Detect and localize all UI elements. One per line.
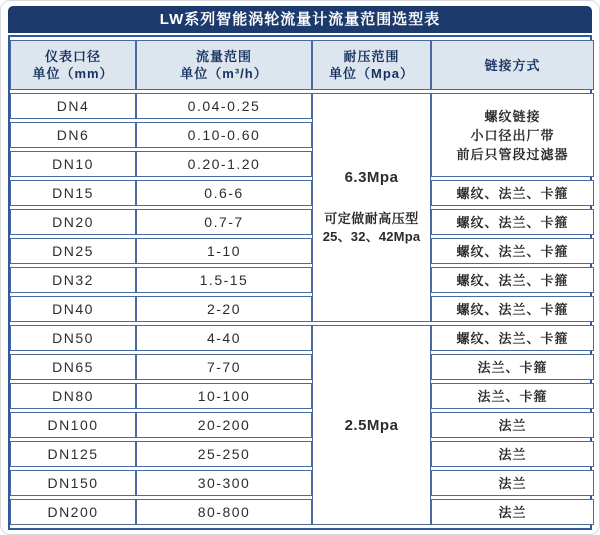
- connection-cell: [431, 412, 594, 438]
- header-row: [10, 40, 594, 90]
- connection-cell: [431, 354, 594, 380]
- diameter-cell: DN15: [10, 180, 136, 206]
- diameter-cell: DN125: [10, 441, 136, 467]
- flow-range-cell: 1-10: [136, 238, 312, 264]
- connection-line: 法兰: [498, 475, 527, 491]
- table-row: [10, 499, 594, 525]
- connection-line: 螺纹、法兰、卡箍: [456, 301, 569, 317]
- diameter-cell: DN6: [10, 122, 136, 148]
- connection-line: 螺纹链接: [484, 108, 541, 124]
- connection-line: 小口径出厂带: [470, 127, 555, 143]
- diameter-cell: DN20: [10, 209, 136, 235]
- connection-cell: [431, 267, 594, 293]
- connection-cell: [431, 238, 594, 264]
- header-pressure: [312, 40, 431, 90]
- table-frame: [8, 35, 592, 530]
- connection-line: 螺纹、法兰、卡箍: [456, 330, 569, 346]
- table-row: [10, 412, 594, 438]
- header-pressure-line1: 耐压范围: [343, 49, 400, 64]
- header-flow-line1: 流量范围: [195, 49, 252, 64]
- header-diameter: [10, 40, 136, 90]
- table-row: [10, 209, 594, 235]
- table-row: [10, 267, 594, 293]
- diameter-cell: DN150: [10, 470, 136, 496]
- connection-line: 法兰: [498, 504, 527, 520]
- pressure-value: 2.5Mpa: [344, 416, 399, 434]
- connection-cell: [431, 209, 594, 235]
- connection-cell: [431, 499, 594, 525]
- connection-line: 螺纹、法兰、卡箍: [456, 272, 569, 288]
- connection-cell: [431, 383, 594, 409]
- connection-line: 法兰: [498, 417, 527, 433]
- connection-cell: [431, 296, 594, 322]
- connection-line: 法兰、卡箍: [477, 359, 548, 375]
- diameter-cell: DN200: [10, 499, 136, 525]
- connection-line: 螺纹、法兰、卡箍: [456, 243, 569, 259]
- table-row: [10, 441, 594, 467]
- table-row: [10, 180, 594, 206]
- header-connection-line1: 链接方式: [484, 57, 541, 73]
- table-row: [10, 470, 594, 496]
- flow-range-cell: 20-200: [136, 412, 312, 438]
- connection-cell: [431, 180, 594, 206]
- diameter-cell: DN100: [10, 412, 136, 438]
- flow-range-cell: 10-100: [136, 383, 312, 409]
- connection-line: 法兰: [498, 446, 527, 462]
- diameter-cell: DN25: [10, 238, 136, 264]
- flow-range-cell: 1.5-15: [136, 267, 312, 293]
- connection-cell: [431, 325, 594, 351]
- flow-range-cell: 0.04-0.25: [136, 93, 312, 119]
- connection-cell: [431, 441, 594, 467]
- table-body: [10, 93, 594, 525]
- connection-line: 螺纹、法兰、卡箍: [456, 214, 569, 230]
- flow-range-cell: 0.20-1.20: [136, 151, 312, 177]
- table-row: [10, 354, 594, 380]
- pressure-note-line2: 25、32、42Mpa: [322, 229, 421, 244]
- flow-range-cell: 7-70: [136, 354, 312, 380]
- header-diameter-line1: 仪表口径: [44, 49, 101, 64]
- connection-cell: [431, 93, 594, 177]
- diameter-cell: DN10: [10, 151, 136, 177]
- connection-cell: [431, 470, 594, 496]
- flow-range-cell: 2-20: [136, 296, 312, 322]
- pressure-value: 6.3Mpa: [344, 169, 399, 186]
- flow-range-cell: 4-40: [136, 325, 312, 351]
- header-diameter-line2: 单位（mm）: [32, 66, 114, 81]
- header-flow-line2: 单位（m³/h）: [180, 66, 268, 81]
- diameter-cell: DN65: [10, 354, 136, 380]
- table-row: [10, 325, 594, 351]
- connection-line: 法兰、卡箍: [477, 388, 548, 404]
- flow-range-cell: 0.6-6: [136, 180, 312, 206]
- diameter-cell: DN40: [10, 296, 136, 322]
- table-row: [10, 296, 594, 322]
- diameter-cell: DN80: [10, 383, 136, 409]
- flow-range-cell: 25-250: [136, 441, 312, 467]
- flow-range-cell: 0.10-0.60: [136, 122, 312, 148]
- diameter-cell: DN32: [10, 267, 136, 293]
- diameter-cell: DN4: [10, 93, 136, 119]
- table-row: [10, 93, 594, 119]
- pressure-cell: [312, 93, 431, 322]
- connection-line: 螺纹、法兰、卡箍: [456, 185, 569, 201]
- flow-meter-selection-table: [10, 37, 594, 528]
- table-row: [10, 238, 594, 264]
- pressure-note-line1: 可定做耐高压型: [324, 211, 419, 226]
- pressure-note: [313, 210, 430, 246]
- table-row: [10, 383, 594, 409]
- header-connection: [431, 40, 594, 90]
- diameter-cell: DN50: [10, 325, 136, 351]
- header-pressure-line2: 单位（Mpa）: [328, 66, 414, 81]
- connection-line: 前后只管段过滤器: [456, 146, 569, 162]
- header-flow-range: [136, 40, 312, 90]
- flow-range-cell: 30-300: [136, 470, 312, 496]
- flow-range-cell: 80-800: [136, 499, 312, 525]
- flow-range-cell: 0.7-7: [136, 209, 312, 235]
- pressure-cell: [312, 325, 431, 525]
- table-title: LW系列智能涡轮流量计流量范围选型表: [8, 6, 592, 33]
